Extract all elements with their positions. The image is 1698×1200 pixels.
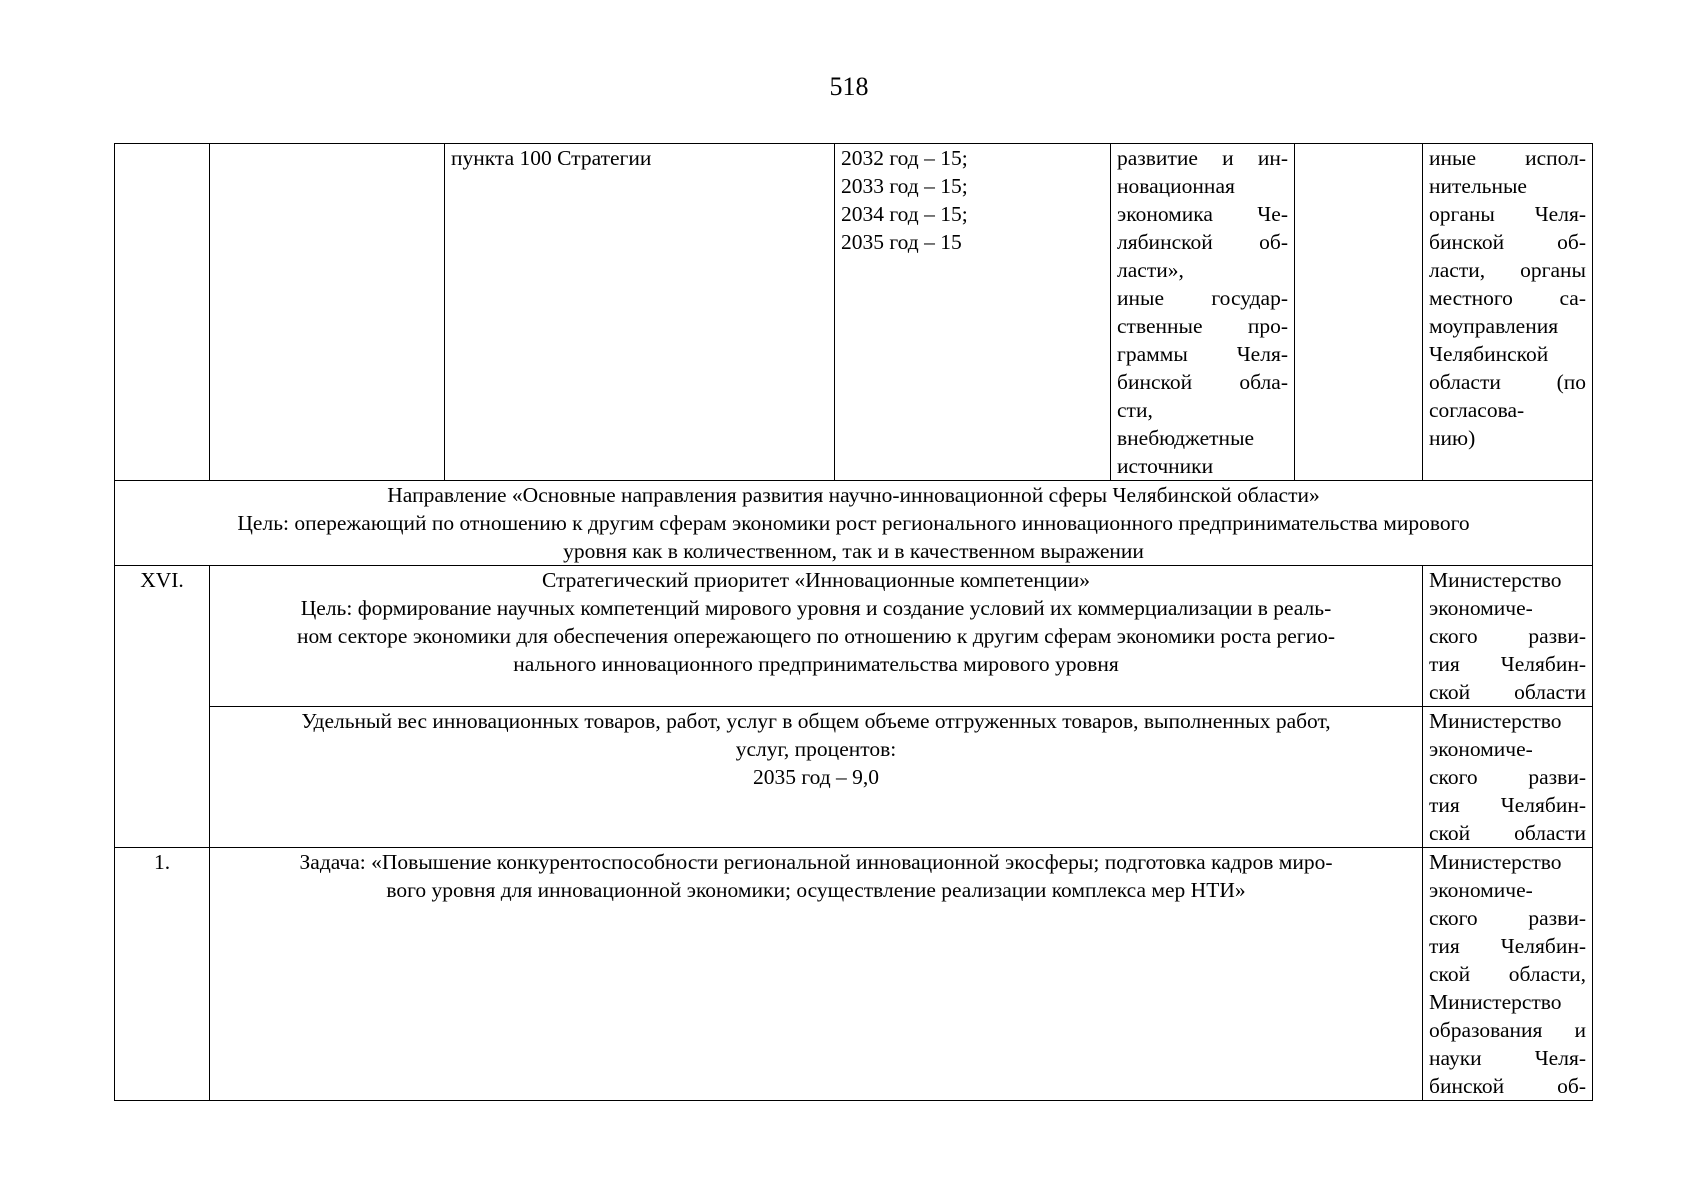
funding-line: экономика Че- (1117, 202, 1288, 226)
direction-cell (115, 481, 1593, 566)
indicator-text: услуг, процентов: (735, 737, 897, 761)
value-line: 2032 год – 15; (841, 146, 968, 170)
funding-line: граммы Челя- (1117, 342, 1288, 366)
priority-number-cell (115, 566, 210, 848)
cell-empty (1295, 144, 1423, 481)
responsible-line: ской области (1429, 680, 1586, 704)
task-cell (210, 848, 1423, 1101)
responsible-line: тия Челябин- (1429, 793, 1586, 817)
funding-line: бинской обла- (1117, 370, 1288, 394)
funding-line: внебюджетные (1117, 426, 1255, 450)
value-line: 2034 год – 15; (841, 202, 968, 226)
task-number: 1. (153, 850, 171, 874)
funding-line: развитие и ин- (1117, 146, 1288, 170)
task-number-cell (115, 848, 210, 1101)
executor-line: бинской об- (1429, 230, 1586, 254)
funding-line: сти, (1117, 398, 1153, 422)
direction-title: Направление «Основные направления развития научно-инновационной сферы Челябинской области» (387, 483, 1320, 507)
responsible-line: тия Челябин- (1429, 652, 1586, 676)
responsible-line: экономиче- (1429, 596, 1533, 620)
indicator-text: Удельный вес инновационных товаров, работ, услуг в общем объеме отгруженных товаров, выполненных работ, (301, 709, 1331, 733)
cell-number (115, 144, 210, 481)
cell-event (210, 144, 445, 481)
responsible-line: науки Челя- (1429, 1046, 1586, 1070)
executor-line: ласти, органы (1429, 258, 1586, 282)
responsible-line: ской области, (1429, 962, 1586, 986)
executor-line: согласова- (1429, 398, 1525, 422)
responsible-line: ского разви- (1429, 906, 1586, 930)
responsible-line: тия Челябин- (1429, 934, 1586, 958)
responsible-line: образования и (1429, 1018, 1586, 1042)
executor-line: моуправления (1429, 314, 1559, 338)
value-line: 2035 год – 15 (841, 230, 962, 254)
indicator-responsible (1423, 707, 1593, 848)
responsible-line: ской области (1429, 821, 1586, 845)
responsible-line: ского разви- (1429, 765, 1586, 789)
cell-executors (1423, 144, 1593, 481)
indicator-row (115, 707, 1593, 848)
cell-indicator-values (835, 144, 1111, 481)
responsible-line: ского разви- (1429, 624, 1586, 648)
executor-line: местного са- (1429, 286, 1586, 310)
indicator-cell (210, 707, 1423, 848)
funding-line: ственные про- (1117, 314, 1288, 338)
priority-number: XVI. (140, 568, 184, 592)
priority-title: Стратегический приоритет «Инновационные компетенции» (541, 568, 1091, 592)
task-row (115, 848, 1593, 1101)
direction-goal: уровня как в количественном, так и в качественном выражении (563, 539, 1144, 563)
responsible-line: экономиче- (1429, 737, 1533, 761)
executor-line: иные испол- (1429, 146, 1586, 170)
responsible-line: Министерство (1429, 990, 1562, 1014)
executor-line: органы Челя- (1429, 202, 1586, 226)
responsible-line: экономиче- (1429, 878, 1533, 902)
priority-goal: Цель: формирование научных компетенций мирового уровня и создание условий их коммерциализации в реаль- (300, 596, 1332, 620)
executor-line: нию) (1429, 426, 1476, 450)
basis-text: пункта 100 Стратегии (451, 146, 652, 170)
funding-line: иные государ- (1117, 286, 1288, 310)
responsible-line: бинской об- (1429, 1074, 1586, 1098)
funding-line: лябинской об- (1117, 230, 1288, 254)
value-line: 2033 год – 15; (841, 174, 968, 198)
priority-goal: ном секторе экономики для обеспечения опережающего по отношению к другим сферам экономики роста регио- (296, 624, 1336, 648)
direction-row (115, 481, 1593, 566)
indicator-value: 2035 год – 9,0 (752, 765, 880, 789)
executor-line: области (по (1429, 370, 1586, 394)
strategy-table (114, 143, 1593, 1101)
priority-goal: нального инновационного предпринимательства мирового уровня (513, 652, 1119, 676)
priority-responsible (1423, 566, 1593, 707)
funding-line: ласти», (1117, 258, 1184, 282)
funding-line: источники (1117, 454, 1214, 478)
funding-line: новационная (1117, 174, 1235, 198)
priority-row (115, 566, 1593, 707)
task-responsible (1423, 848, 1593, 1101)
page-number: 518 (829, 72, 869, 101)
executor-line: Челябинской (1429, 342, 1549, 366)
direction-goal: Цель: опережающий по отношению к другим сферам экономики рост регионального инновационного предпринимательства мирового (237, 511, 1470, 535)
priority-cell (210, 566, 1423, 707)
cell-basis (445, 144, 835, 481)
continuation-row (115, 144, 1593, 481)
responsible-line: Министерство (1429, 568, 1562, 592)
responsible-line: Министерство (1429, 850, 1562, 874)
task-text: Задача: «Повышение конкурентоспособности региональной инновационной экосферы; подготовка кадров миро- (299, 850, 1333, 874)
task-text: вого уровня для инновационной экономики; осуществление реализации комплекса мер НТИ» (386, 878, 1246, 902)
executor-line: нительные (1429, 174, 1527, 198)
responsible-line: Министерство (1429, 709, 1562, 733)
cell-funding-sources (1111, 144, 1295, 481)
